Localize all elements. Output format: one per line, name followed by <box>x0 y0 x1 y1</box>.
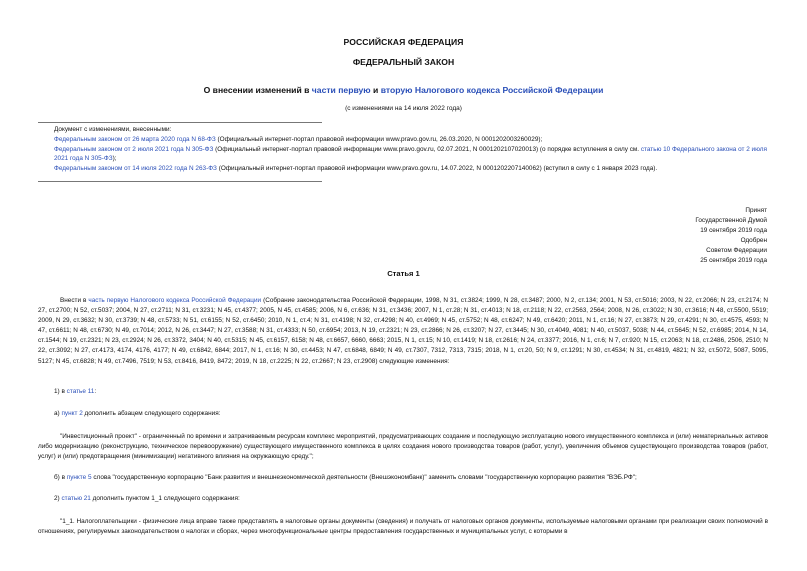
point-2 <box>54 494 768 504</box>
amendment-link[interactable]: Федеральным законом от 14 июля 2022 года N 263-ФЗ <box>54 165 217 173</box>
law-type-heading: ФЕДЕРАЛЬНЫЙ ЗАКОН <box>352 57 455 67</box>
point-1-pre: 1) в <box>54 388 67 395</box>
article-21-link[interactable]: статью 21 <box>61 495 91 502</box>
point-1-post: : <box>94 388 97 395</box>
adoption-line: Государственной Думой <box>695 216 767 224</box>
investment-project-definition <box>38 432 768 462</box>
amendment-text: (Официальный интернет-портал правовой информации www.pravo.gov.ru, 26.03.2020, N 0001202003260029); <box>215 135 543 143</box>
adoption-line: Одобрен <box>740 236 767 244</box>
subpoint-b-pre: б) в <box>54 474 67 481</box>
clause-2-link[interactable]: пункт 2 <box>61 410 83 417</box>
clause-1-1-text: "1_1. Налогоплательщики - физические лица вправе также представлять в налоговые органы документы (сведения) и получать от налоговых органов документы, используемые налоговыми органами при реализации своих полномочий в отношениях, регулируемых законодательством о налогах и сборах, через многофункциональные центры предоставления государственных и муниципальных услуг, с которыми в <box>38 518 768 536</box>
subpoint-a-pre: а) <box>54 410 62 417</box>
amendment-text: (Официальный интернет-портал правовой информации www.pravo.gov.ru, 14.07.2022, N 0001202207140062) (вступил в силу с 1 января 2023 года). <box>216 165 658 173</box>
tax-code-part-one-link[interactable]: часть первую Налогового кодекса Российской Федерации <box>88 297 262 304</box>
amendment-tail: ); <box>112 155 117 163</box>
subpoint-b <box>54 473 768 483</box>
amendments-intro: Документ с изменениями, внесенными: <box>54 126 172 133</box>
definition-text: "Инвестиционный проект" - ограниченный по времени и затрачиваемым ресурсам комплекс мероприятий, предусматривающих создание и последующую эксплуатацию нового имущественного комплекса и (или) нематериальных активов либо модернизацию (реконструкцию, техническое перевооружение) существующего имущественного комплекса в целях создания нового производства товаров (работ, услуг), увеличения объемов существующего производства товаров (работ, услуг) и (или) предотвращения (минимизации) негативного влияния на окружающую среду."; <box>38 433 768 461</box>
country-heading: РОССИЙСКАЯ ФЕДЕРАЦИЯ <box>343 37 464 47</box>
article-intro <box>38 296 768 367</box>
point-1 <box>54 387 768 397</box>
amendments-bottom-divider <box>38 181 322 182</box>
adoption-block <box>560 206 767 265</box>
adoption-line: Советом Федерации <box>706 246 767 254</box>
clause-5-link[interactable]: пункте 5 <box>66 474 92 481</box>
amendment-text: (Официальный интернет-портал правовой информации www.pravo.gov.ru, 02.07.2021, N 0001202107020013) (о порядке вступления в силу см. <box>213 145 641 153</box>
point-2-post: дополнить пунктом 1_1 следующего содержания: <box>90 495 240 502</box>
law-title-prefix: О внесении изменений в <box>203 85 312 95</box>
title-link-part-one[interactable]: части первую <box>311 85 371 95</box>
amendment-link[interactable]: Федеральным законом от 2 июля 2021 года N 305-ФЗ <box>54 145 214 153</box>
intro-pre: Внести в <box>60 297 89 304</box>
revision-subtitle: (с изменениями на 14 июля 2022 года) <box>345 105 462 112</box>
adoption-line: Принят <box>745 207 767 214</box>
law-title <box>0 85 807 95</box>
amendment-item <box>38 145 770 165</box>
amendment-item <box>38 164 770 174</box>
amendments-top-divider <box>38 122 322 123</box>
article-11-link[interactable]: статье 11 <box>66 388 95 395</box>
clause-1-1 <box>38 517 768 537</box>
point-2-pre: 2) <box>54 495 62 502</box>
title-link-part-two[interactable]: вторую Налогового кодекса Российской Федерации <box>380 85 604 95</box>
adoption-line: 19 сентября 2019 года <box>700 226 767 234</box>
amendment-link[interactable]: Федеральным законом от 26 марта 2020 года N 68-ФЗ <box>54 135 216 143</box>
amendment-article-link[interactable]: статью 10 Федерального закона от 2 июля 2021 года N 305-ФЗ <box>54 145 767 163</box>
adoption-line: 25 сентября 2019 года <box>700 256 767 264</box>
law-title-mid: и <box>370 85 381 95</box>
intro-citations: (Собрание законодательства Российской Федерации, 1998, N 31, ст.3824; 1999, N 28, ст.3487; 2000, N 2, ст.134; 2001, N 53, ст.5016; 2003, N 22, ст.2066; N 23, ст.2174; N 27, ст.2700; N 52, ст.5037; 2004, N 27, ст.2711; N 31, ст.3231; N 45, ст.4377; 2005, N 45, ст.4585; 2006, N 6, ст.636; N 31, ст.3436; 2007, N 1, ст.28; N 31, ст.4013; N 18, ст.2118; N 22, ст.2563, 2564; 2008, N 26, ст.3022; N 30, ст.3616; N 48, ст.5500, 5519; 2009, N 29, ст.3632; N 30, ст.3739; N 48, ст.5733; N 51, ст.6155; N 52, ст.6450; 2010, N 1, ст.4; N 31, ст.4198; N 32, ст.4298; N 40, ст.4969; N 45, ст.5752; N 48, ст.6247; N 49, ст.6420; 2011, N 1, ст.16; N 27, ст.3873; N 29, ст.4291; N 30, ст.4575, 4593; N 47, ст.6611; N 48, ст.6730; N 49, ст.7014; 2012, N 26, ст.3447; N 27, ст.3588; N 31, ст.4333; N 50, ст.6954; 2013, N 19, ст.2321; N 23, ст.2866; N 26, ст.3207; N 27, ст.3445; N 30, ст.4049, 4081; N 40, ст.5037, 5038; N 44, ст.5645; N 52, ст.6985; 2014, N 14, ст.1544; N 19, ст.2321; N 23, ст.2924; N 26, ст.3372, 3404; N 40, ст.5315; N 45, ст.6157, 6158; N 48, ст.6657, 6660, 6663; 2015, N 1, ст.15; N 10, ст.1419; N 18, ст.2616; N 24, ст.3377; 2016, N 1, ст.6; N 7, ст.920; N 15, ст.2063; N 18, ст.2486, 2506, 2510; N 22, ст.3092; N 27, ст.4173, 4174, 4176, 4177; N 49, ст.6842, 6844; 2017, N 1, ст.16; N 30, ст.4453; N 47, ст.6848, 6849; N 49, ст.7307, 7312, 7313, 7315; 2018, N 1, ст.20, 50; N 9, ст.1291; N 30, ст.4534; N 31, ст.4819, 4821; N 32, ст.5072, 5087, 5095, 5127; N 45, ст.6828; N 49, ст.7496, 7519; N 53, ст.8416, 8419, 8472; 2019, N 18, ст.2225; N 22, ст.2667; N 23, ст.2908) следующие изменения: <box>38 297 769 365</box>
subpoint-a-post: дополнить абзацем следующего содержания: <box>82 410 221 417</box>
amendments-block <box>38 125 770 174</box>
amendment-item <box>38 135 770 145</box>
subpoint-a <box>54 409 768 419</box>
article-heading: Статья 1 <box>387 269 420 278</box>
subpoint-b-post: слова "государственную корпорацию "Банк развития и внешнеэкономической деятельности (Внешэкономбанк)" заменить словами "государственную корпорацию развития "ВЭБ.РФ"; <box>91 474 637 481</box>
